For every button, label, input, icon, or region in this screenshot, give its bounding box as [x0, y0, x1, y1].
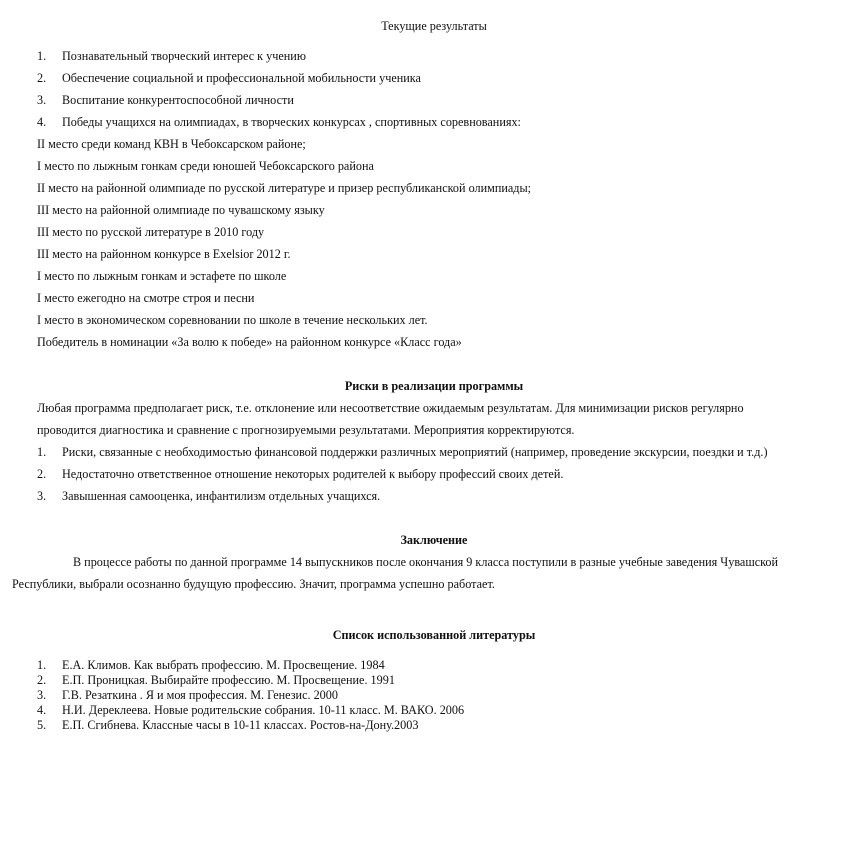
section-title-conclusion: Заключение: [400, 533, 468, 547]
list-item-number: 2.: [37, 467, 47, 481]
paragraph-line: проводится диагностика и сравнение с прогнозируемыми результатами. Мероприятия корректируются.: [37, 423, 575, 437]
list-item: Риски, связанные с необходимостью финансовой поддержки различных мероприятий (например, проведение экскурсии, поездки и т.д.): [62, 445, 768, 459]
list-item-number: 1.: [37, 49, 47, 63]
paragraph-line: Любая программа предполагает риск, т.е. отклонение или несоответствие ожидаемым результатам. Для минимизации рисков регулярно: [37, 401, 744, 415]
section-title-references: Список использованной литературы: [332, 628, 536, 642]
section-title-current-results: Текущие результаты: [381, 19, 487, 33]
list-item: Недостаточно ответственное отношение некоторых родителей к выбору профессий своих детей.: [62, 467, 564, 481]
list-item: Завышенная самооценка, инфантилизм отдельных учащихся.: [62, 489, 381, 503]
reference-item: Е.П. Сгибнева. Классные часы в 10-11 классах. Ростов-на-Дону.2003: [62, 718, 419, 732]
paragraph-line: Республики, выбрали осознанно будущую профессию. Значит, программа успешно работает.: [12, 577, 495, 591]
achievement-line: Победитель в номинации «За волю к победе» на районном конкурсе «Класс года»: [37, 335, 462, 349]
achievement-line: I место по лыжным гонкам среди юношей Чебоксарского района: [37, 159, 374, 173]
achievement-line: I место в экономическом соревновании по школе в течение нескольких лет.: [37, 313, 428, 327]
list-item-number: 2.: [37, 673, 47, 687]
achievement-line: I место ежегодно на смотре строя и песни: [37, 291, 255, 305]
paragraph-line: В процессе работы по данной программе 14 выпускников после окончания 9 класса поступили в разные учебные заведения Чувашской: [73, 555, 779, 569]
list-item-number: 3.: [37, 489, 47, 503]
list-item-number: 3.: [37, 93, 47, 107]
list-item-number: 5.: [37, 718, 47, 732]
section-title-risks: Риски в реализации программы: [344, 379, 524, 393]
list-item-number: 4.: [37, 115, 47, 129]
list-item-number: 2.: [37, 71, 47, 85]
achievement-line: III место по русской литературе в 2010 году: [37, 225, 265, 239]
list-item: Обеспечение социальной и профессиональной мобильности ученика: [62, 71, 421, 85]
list-item-number: 1.: [37, 658, 47, 672]
list-item-number: 4.: [37, 703, 47, 717]
list-item: Познавательный творческий интерес к учению: [62, 49, 306, 63]
reference-item: Е.П. Проницкая. Выбирайте профессию. М. Просвещение. 1991: [62, 673, 395, 687]
achievement-line: III место на районном конкурсе в Exelsior 2012 г.: [37, 247, 291, 261]
reference-item: Г.В. Резаткина . Я и моя профессия. М. Генезис. 2000: [62, 688, 338, 702]
reference-item: Е.А. Климов. Как выбрать профессию. М. Просвещение. 1984: [62, 658, 385, 672]
achievement-line: I место по лыжным гонкам и эстафете по школе: [37, 269, 287, 283]
list-item: Воспитание конкурентоспособной личности: [62, 93, 294, 107]
list-item: Победы учащихся на олимпиадах, в творческих конкурсах , спортивных соревнованиях:: [62, 115, 521, 129]
list-item-number: 3.: [37, 688, 47, 702]
achievement-line: II место среди команд КВН в Чебоксарском районе;: [37, 137, 306, 151]
list-item-number: 1.: [37, 445, 47, 459]
achievement-line: III место на районной олимпиаде по чувашскому языку: [37, 203, 325, 217]
reference-item: Н.И. Дереклеева. Новые родительские собрания. 10-11 класс. М. ВАКО. 2006: [62, 703, 465, 717]
achievement-line: II место на районной олимпиаде по русской литературе и призер республиканской олимпиады;: [37, 181, 532, 195]
